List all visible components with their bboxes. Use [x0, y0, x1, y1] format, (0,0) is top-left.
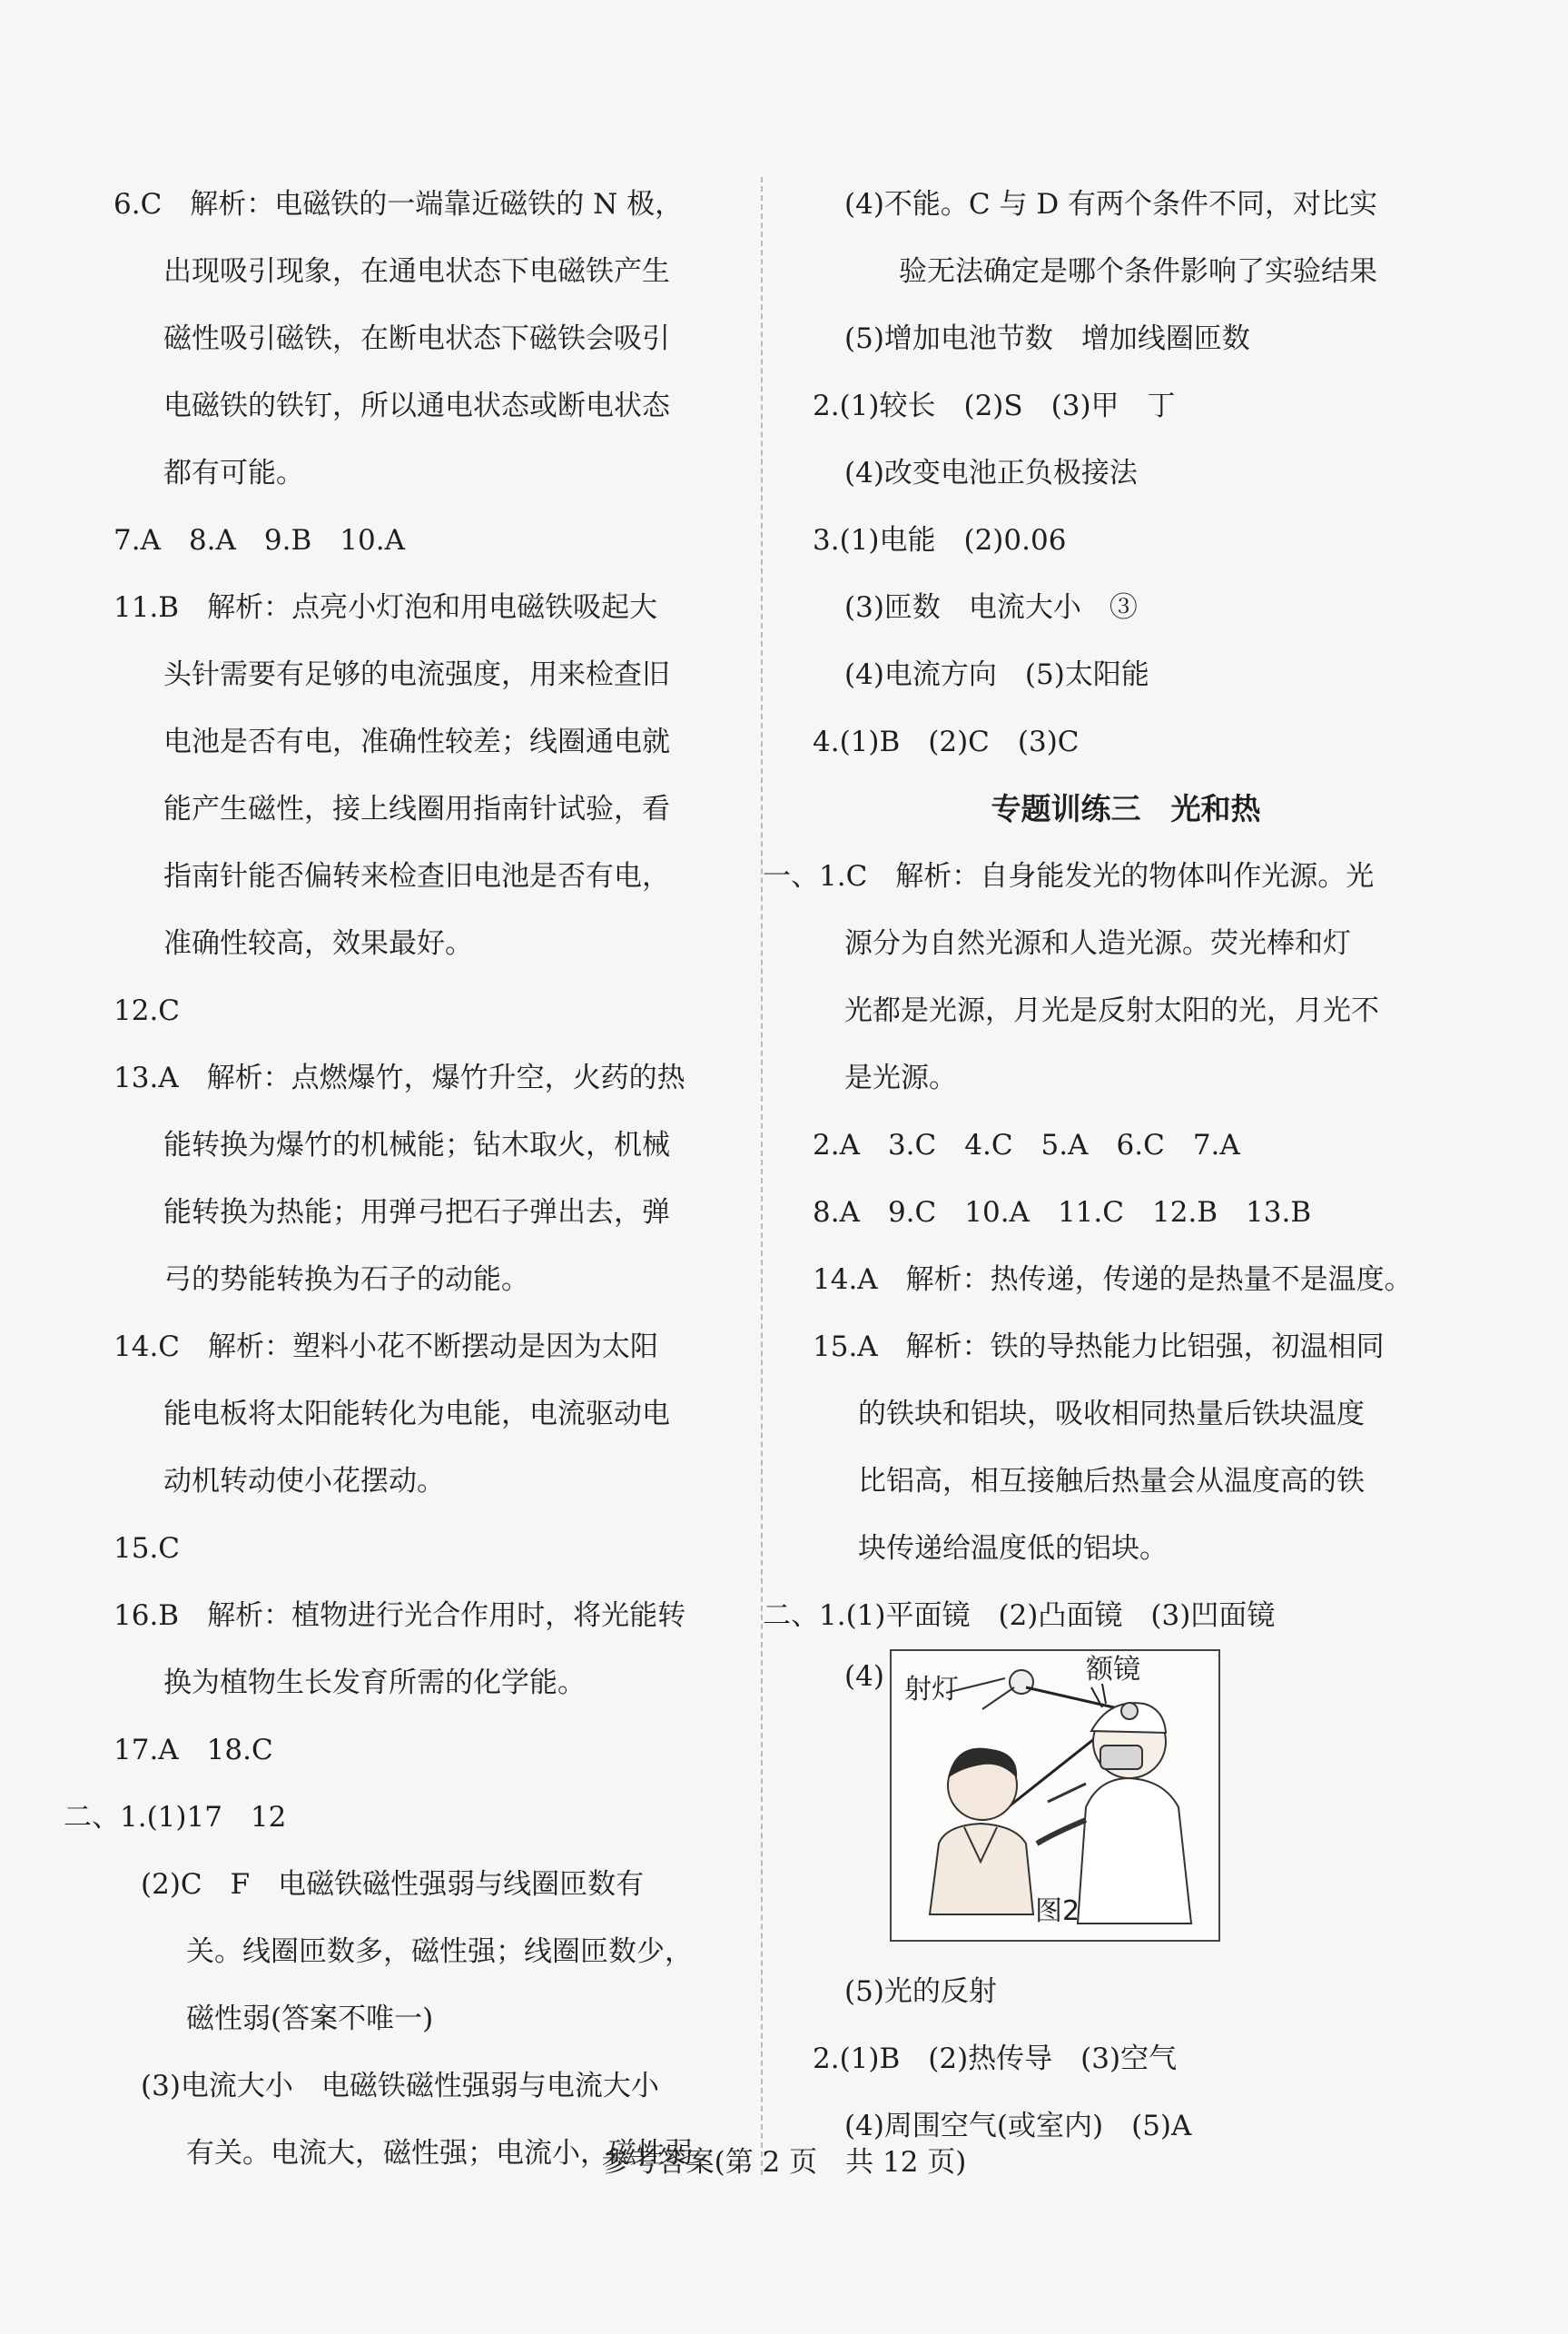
text-line: 的铁块和铝块，吸收相同热量后铁块温度 — [858, 1398, 1365, 1430]
answer-q11 — [113, 574, 731, 977]
label-head-mirror: 额镜 — [1086, 1654, 1140, 1686]
answer-q15: 15.C — [113, 1532, 181, 1565]
text-line: 块传递给温度低的铝块。 — [858, 1532, 1168, 1565]
figure-caption: 图2 — [1035, 1895, 1080, 1927]
answer-q3-4: (4)电流方向 (5)太阳能 — [844, 658, 1149, 691]
text-line: 电磁铁的铁钉，所以通电状态或断电状态 — [163, 390, 670, 422]
answer-q12: 12.C — [113, 994, 181, 1027]
answer-q2-4: (4)改变电池正负极接法 — [844, 457, 1138, 490]
answer-q1-5: (5)增加电池节数 增加线圈匝数 — [844, 322, 1250, 355]
label-spotlight: 射灯 — [904, 1674, 959, 1706]
section1-q8-13: 8.A 9.C 10.A 11.C 12.B 13.B — [813, 1196, 1312, 1229]
left-column — [64, 171, 731, 2187]
section-heading: 专题训练三 光和热 — [991, 791, 1261, 826]
answer-q14 — [113, 1313, 731, 1515]
text-line: 磁性吸引磁铁，在断电状态下磁铁会吸引 — [163, 322, 670, 355]
right-column — [763, 171, 1439, 2160]
section1-q14: 14.A 解析：热传递，传递的是热量不是温度。 — [813, 1263, 1413, 1296]
text-line: 磁性弱(答案不唯一) — [186, 2003, 434, 2035]
text-line: 13.A 解析：点燃爆竹，爆竹升空，火药的热 — [113, 1062, 685, 1094]
figure-number: (4) — [844, 1660, 884, 1693]
answer-q13 — [113, 1044, 731, 1313]
text-line: (2)C F 电磁铁磁性强弱与线圈匝数有 — [141, 1868, 645, 1901]
figure-2-block — [813, 1649, 1439, 1958]
text-line: 源分为自然光源和人造光源。荧光棒和灯 — [844, 927, 1351, 960]
answer-q6 — [113, 171, 731, 507]
answer-q17-18: 17.A 18.C — [113, 1734, 273, 1766]
text-line: 11.B 解析：点亮小灯泡和用电磁铁吸起大 — [113, 591, 658, 624]
text-line: 比铝高，相互接触后热量会从温度高的铁 — [858, 1465, 1365, 1498]
text-line: 6.C 解析：电磁铁的一端靠近磁铁的 N 极， — [113, 188, 684, 221]
page-footer: 参考答案(第 2 页 共 12 页) — [601, 2146, 967, 2179]
text-line: 验无法确定是哪个条件影响了实验结果 — [899, 255, 1377, 288]
text-line: 光都是光源，月光是反射太阳的光，月光不 — [844, 994, 1379, 1027]
text-line: (3)电流大小 电磁铁磁性强弱与电流大小 — [141, 2070, 659, 2102]
text-line: 准确性较高，效果最好。 — [163, 927, 473, 960]
section2-q1-part2 — [113, 1851, 731, 2052]
answer-q2-1: 2.(1)较长 (2)S (3)甲 丁 — [813, 390, 1176, 422]
section1-q2-7: 2.A 3.C 4.C 5.A 6.C 7.A — [813, 1129, 1240, 1162]
text-line: 能转换为热能；用弹弓把石子弹出去，弹 — [163, 1196, 670, 1229]
text-line: 换为植物生长发育所需的化学能。 — [163, 1666, 586, 1699]
answer-q3-1: 3.(1)电能 (2)0.06 — [813, 524, 1067, 557]
answer-q4: 4.(1)B (2)C (3)C — [813, 726, 1080, 758]
text-line: 出现吸引现象，在通电状态下电磁铁产生 — [163, 255, 670, 288]
text-line: 是光源。 — [844, 1062, 957, 1094]
text-line: 14.C 解析：塑料小花不断摆动是因为太阳 — [113, 1330, 659, 1363]
text-line: 一、1.C 解析：自身能发光的物体叫作光源。光 — [763, 860, 1375, 893]
column-divider — [761, 177, 763, 2175]
text-line: 头针需要有足够的电流强度，用来检查旧 — [163, 658, 670, 691]
figure-2 — [890, 1649, 1220, 1942]
answer-q16 — [113, 1582, 731, 1716]
text-line: 15.A 解析：铁的导热能力比铝强，初温相同 — [813, 1330, 1385, 1363]
section2-q1-5: (5)光的反射 — [844, 1975, 997, 2008]
text-line: 指南针能否偏转来检查旧电池是否有电， — [163, 860, 670, 893]
text-line: 有关。电流大，磁性强；电流小，磁性弱 — [186, 2137, 693, 2170]
answer-q1-4 — [813, 171, 1439, 305]
text-line: 能转换为爆竹的机械能；钻木取火，机械 — [163, 1129, 670, 1162]
section2-q2: 2.(1)B (2)热传导 (3)空气 — [813, 2042, 1178, 2075]
text-line: 能电板将太阳能转化为电能，电流驱动电 — [163, 1398, 670, 1430]
text-line: 弓的势能转换为石子的动能。 — [163, 1263, 529, 1296]
text-line: 16.B 解析：植物进行光合作用时，将光能转 — [113, 1599, 686, 1632]
text-line: 能产生磁性，接上线圈用指南针试验，看 — [163, 793, 670, 826]
text-line: (4)不能。C 与 D 有两个条件不同，对比实 — [844, 188, 1378, 221]
answer-q3-3: (3)匝数 电流大小 ③ — [844, 591, 1138, 624]
section1-q15 — [813, 1313, 1439, 1582]
text-line: 动机转动使小花摆动。 — [163, 1465, 445, 1498]
answer-q7-10: 7.A 8.A 9.B 10.A — [113, 524, 405, 557]
section2-q2-4: (4)周围空气(或室内) (5)A — [844, 2110, 1192, 2142]
section1-q1 — [763, 843, 1439, 1112]
text-line: 都有可能。 — [163, 457, 304, 490]
section2-q1: 二、1.(1)平面镜 (2)凸面镜 (3)凹面镜 — [763, 1599, 1276, 1632]
text-line: 电池是否有电，准确性较差；线圈通电就 — [163, 726, 670, 758]
section2-q1-part1: 二、1.(1)17 12 — [64, 1801, 287, 1834]
text-line: 关。线圈匝数多，磁性强；线圈匝数少， — [186, 1935, 693, 1968]
